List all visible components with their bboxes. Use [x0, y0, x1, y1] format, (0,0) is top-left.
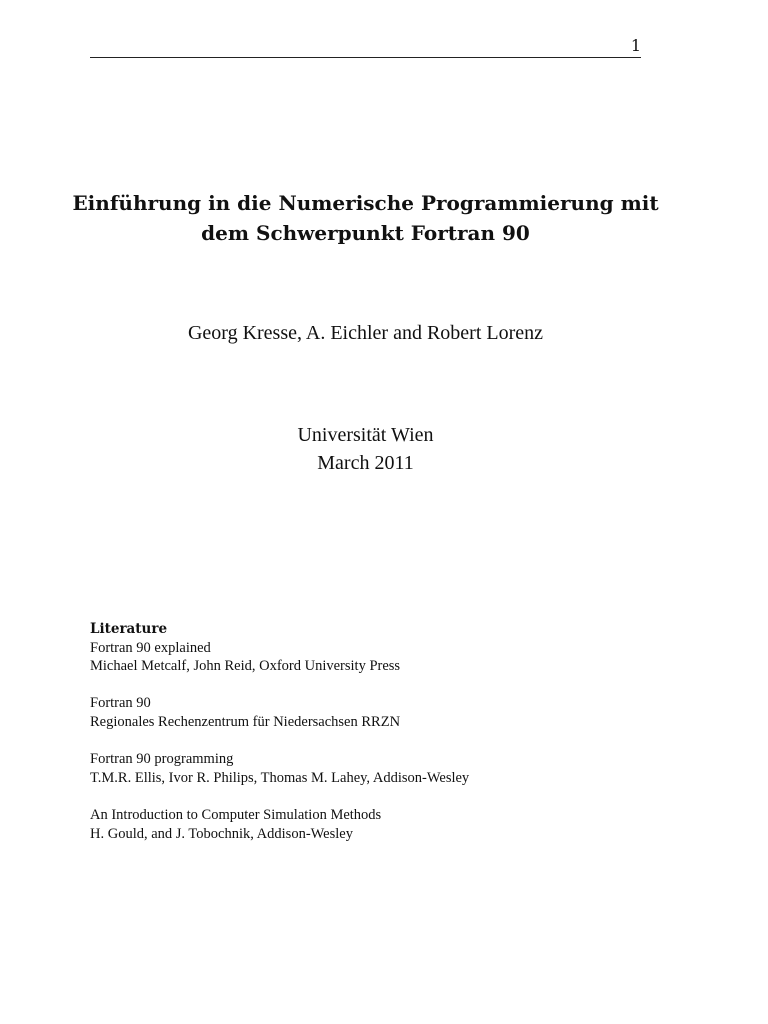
reference-details: T.M.R. Ellis, Ivor R. Philips, Thomas M. Lahey, Addison-Wesley — [90, 769, 470, 786]
reference-item — [90, 694, 650, 731]
reference-title: An Introduction to Computer Simulation Methods — [90, 806, 382, 823]
title-line-2: dem Schwerpunkt Fortran 90 — [201, 221, 530, 245]
reference-title: Fortran 90 — [90, 695, 151, 712]
reference-item — [90, 639, 650, 676]
literature-heading: Literature — [90, 621, 168, 637]
document-title — [60, 188, 671, 248]
title-line-1: Einführung in die Numerische Programmierung mit — [72, 191, 659, 215]
institution: Universität Wien — [297, 424, 434, 446]
reference-details: H. Gould, and J. Tobochnik, Addison-Wesley — [90, 825, 353, 842]
reference-title: Fortran 90 explained — [90, 639, 211, 656]
affiliation — [0, 421, 731, 477]
reference-title: Fortran 90 programming — [90, 751, 234, 768]
reference-item — [90, 750, 650, 787]
literature-section — [90, 620, 650, 862]
publication-date: March 2011 — [317, 452, 414, 474]
reference-details: Regionales Rechenzentrum für Niedersachsen RRZN — [90, 713, 401, 730]
authors: Georg Kresse, A. Eichler and Robert Lorenz — [187, 322, 544, 344]
reference-details: Michael Metcalf, John Reid, Oxford University Press — [90, 658, 401, 675]
header-rule — [90, 57, 641, 58]
page-number: 1 — [630, 36, 641, 55]
reference-item — [90, 806, 650, 843]
